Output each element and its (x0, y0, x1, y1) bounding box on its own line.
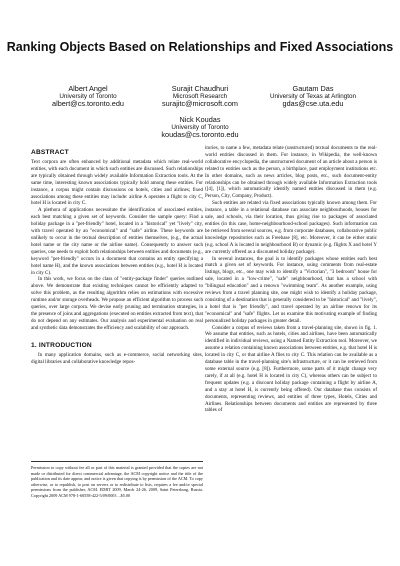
introduction-paragraph: In many application domains, such as e-commerce, social networking sites, digital libraries and collaborative knowledge repos- (31, 351, 203, 365)
author-name: Albert Angel (68, 84, 108, 93)
author-affiliation: Microsoft Research (172, 92, 228, 100)
author-affiliation: University of Toronto (171, 123, 229, 131)
body-paragraph: itories, to name a few, metadata relate (unstructured) textual documents to the real-world entities discussed in them. For instance, in Wikipedia, the well-known collaborative encyclopedia, the unstructured document of an article about a person is related to entities such as the person, a birthplace, past employment institutions etc. In other domains, such as news articles, blog posts, etc., such document-entity relationships can be obtained through widely available Information Extraction tools ([4], [1]), which automatically identify named entities discussed in them (e.g. Person, City, Company, Product). (205, 145, 377, 200)
right-column (205, 145, 377, 414)
body-paragraph: In several instances, the goal is to identify packages whose entities each best match a given set of keywords. For instance, using comments from real-estate listings, blogs, etc., one may wish to identify a "Victorian", "3 bedroom" house for sale, located in a "low-crime", "safe" neighbourhood, that has a school with "bilingual education" and a renown "swimming team". As another example, using reviews from a travel planning site, one might wish to identify a holiday package, consisting of a destination that is generally considered to be "historical" and "lively", a hotel that is "pet friendly", and travel operated by an airline renown for its "economical" and "safe" flights. Let us examine this motivating example of finding personalized holiday packages in greater detail. (205, 255, 377, 324)
author-affiliation: University of Toronto (59, 92, 117, 100)
author-4 (140, 116, 260, 139)
body-paragraph: Consider a corpus of reviews taken from a travel-planning site, shown in fig. 1. We assume that entities, such as hotels, cities and airlines, have been automatically identified in individual reviews, using a Named Entity Extraction tool. Moreover, we assume a relation containing known associations between entities, e.g. that hotel H is located in city C, or that airline A flies to city C. This relation can be available as a database table in the travel-planning site's infrastructure, or it can be retrieved from some external source (e.g. [8]). Furthermore, some parts of it might change very rarely, if at all (e.g. hotel H is located in city C), whereas others can be subject to frequent updates (e.g. a discount holiday package containing a flight by airline A, and a stay at hotel H, is currently being offered). Our database thus consists of documents, representing reviews, and entities of three types, Hotels, Cities and Airlines. Relationships between documents and entities are represented by three tables of (205, 324, 377, 414)
author-email: koudas@cs.toronto.edu (161, 130, 239, 140)
paper-title: Ranking Objects Based on Relationships and Fixed Associations (6, 40, 394, 54)
author-affiliation: University of Texas at Arlington (270, 92, 356, 100)
copyright-footnote: Permission to copy without fee all or part of this material is granted provided that the copies are not made or distributed for direct commercial advantage, the ACM copyright notice and the title of the publication and its date appear, and notice is given that copying is by permission of the ACM. To copy otherwise, or to republish, to post on servers or to redistribute to lists, requires a fee and/or special permissions from the publisher, ACM. EDBT 2009, March 24-26, 2009, Saint Petersburg, Russia. Copyright 2009 ACM 978-1-60558-422-5/09/0003 ...$5.00 (31, 461, 203, 499)
left-column (31, 148, 203, 365)
abstract-paragraph: A plethora of applications necessitate the identification of associated entities, each best matching a given set of keywords. Consider the sample query: Find a holiday package in a "pet-friendly" hotel, located in a "historical" yet "lively" city, with travel operated by an "economical" and "safe" airline. These keywords are unlikely to occur in the textual description of entities themselves, (e.g., the actual hotel name or the city name or the airline name). Consequently to answer such queries, one needs to exploit both relationships between entities and documents (e.g., keyword "pet-friendly" occurs in a document that contains an entity specifying a hotel name H), and the known associations between entities (e.g., hotel H is located in city C). (31, 207, 203, 276)
abstract-paragraph: In this work, we focus on the class of "entity-package finder" queries outlined above. We demonstrate that existing techniques cannot be efficiently adapted to solve this problem, as the resulting algorithm relies on estimations with excessive runtime and/or storage overheads. We propose an efficient algorithm to process such queries, over large corpora. We devise early pruning and termination strategies, in the presence of joins and aggregations (executed on entities extracted from text), that do not depend on any estimates. Our analysis and experimental evaluation on real and synthetic data demonstrates the efficiency and scalability of our approach. (31, 276, 203, 331)
introduction-heading: 1. INTRODUCTION (31, 341, 92, 349)
author-email: albert@cs.toronto.edu (52, 99, 124, 109)
abstract-heading: ABSTRACT (31, 149, 69, 156)
abstract-paragraph: Text corpora are often enhanced by additional metadata which relate real-world entities, with each document in which such entities are discussed. Such relationships are typically obtained through widely available Information Extraction tools. At the same time, interesting known associations typically hold among these entities. For instance, a corpus might contain discussions on hotels, cities and airlines; fixed associations among these entities may include: airline A operates a flight to city C, hotel H is located in city C. (31, 159, 203, 207)
author-email: gdas@cse.uta.edu (282, 99, 344, 109)
author-email: surajitc@microsoft.com (162, 99, 238, 109)
body-paragraph: Such entities are related via fixed associations typically known among them. For instance, a table in a relational database can associate neighbourhoods, houses for sale, and schools, via their location, thus giving rise to packages of associated entities (in this case, home-neighbourhood-school packages). Such information can be retrieved from several sources, e.g. from corporate databases, collaborative public knowledge repositories such as Freebase [8], etc. Moreover, it can be either static (e.g. school A is located in neighbourhood B) or dynamic (e.g. flights X and hotel Y are currently offered as a discounted holiday package). (205, 200, 377, 255)
author-1 (28, 85, 148, 108)
author-name: Surajit Chaudhuri (171, 84, 229, 93)
author-name: Gautam Das (292, 84, 334, 93)
author-2 (140, 85, 260, 108)
author-3 (253, 85, 373, 108)
author-name: Nick Koudas (179, 115, 221, 124)
